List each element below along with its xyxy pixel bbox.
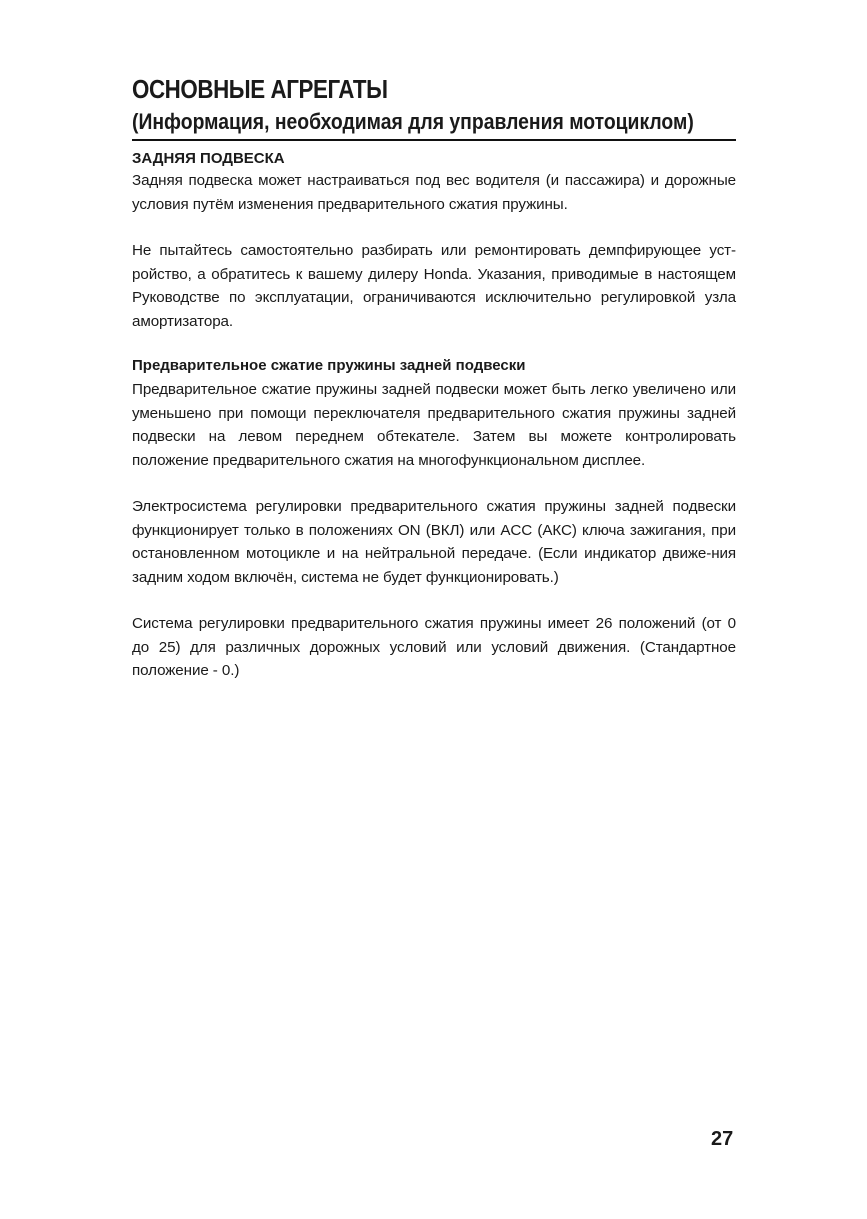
paragraph-system-conditions: Электросистема регулировки предварительного сжатия пружины задней подвески функционирует только в положениях ON (ВКЛ) или ACC (АКС) ключа зажигания, при остановленном мотоцикле и на нейтральной передаче. (Если индикатор движе-ния задним ходом включён, система не будет функционировать.)	[132, 498, 736, 586]
page-title: ОСНОВНЫЕ АГРЕГАТЫ	[132, 74, 388, 104]
page-subtitle: (Информация, необходимая для управления мотоциклом)	[132, 109, 694, 134]
subsection-heading: Предварительное сжатие пружины задней подвески	[132, 357, 526, 374]
paragraph-dealer-warning: Не пытайтесь самостоятельно разбирать или ремонтировать демпфирующее уст-ройство, а обратитесь к вашему дилеру Honda. Указания, приводимые в настоящем Руководстве по эксплуатации, ограничиваются исключительно регулировкой узла амортизатора.	[132, 242, 736, 330]
section-heading: ЗАДНЯЯ ПОДВЕСКА	[132, 150, 285, 167]
page-content	[132, 74, 736, 683]
paragraph-intro: Задняя подвеска может настраиваться под вес водителя (и пассажира) и дорожные условия путём изменения предварительного сжатия пружины.	[132, 172, 736, 213]
page-number: 27	[711, 1128, 734, 1150]
paragraph-positions: Система регулировки предварительного сжатия пружины имеет 26 положений (от 0 до 25) для различных дорожных условий или условий движения. (Стандартное положение - 0.)	[132, 615, 736, 679]
paragraph-preload-adjust: Предварительное сжатие пружины задней подвески может быть легко увеличено или уменьшено при помощи переключателя предварительного сжатия пружины задней подвески на левом переднем обтекателе. Затем вы можете контролировать положение предварительного сжатия на многофункциональном дисплее.	[132, 381, 736, 469]
title-divider	[132, 139, 736, 141]
